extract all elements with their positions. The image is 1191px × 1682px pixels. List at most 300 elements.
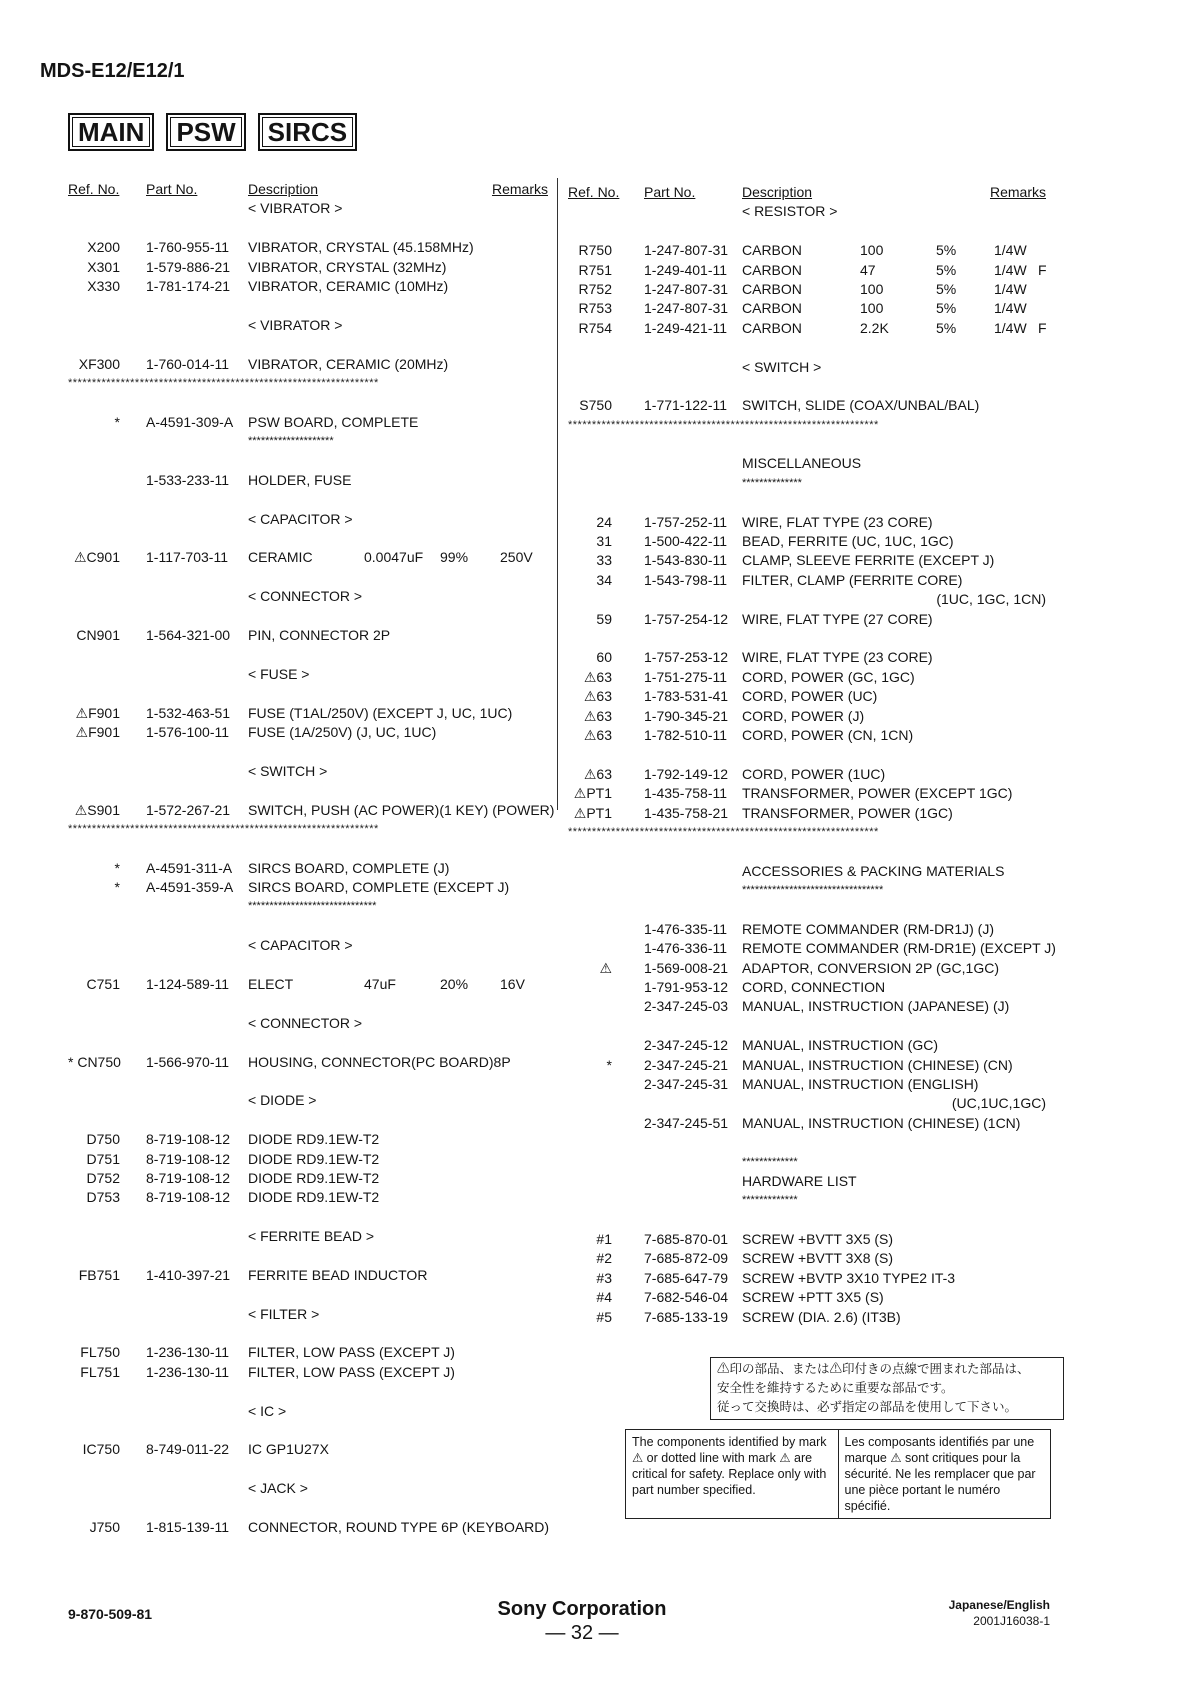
table-row <box>568 1056 1046 1075</box>
ref-no: 60 <box>596 649 612 666</box>
table-row <box>568 493 1046 512</box>
description: < CAPACITOR > <box>248 510 353 527</box>
ref-no: X301 <box>87 258 120 275</box>
description: TRANSFORMER, POWER (EXCEPT 1GC) <box>742 785 1013 802</box>
description: WIRE, FLAT TYPE (27 CORE) <box>742 610 933 627</box>
ref-no: ⚠PT1 <box>573 804 612 821</box>
part-no: 1-247-807-31 <box>644 280 729 297</box>
spec-v3: 1/4W <box>994 242 1027 259</box>
part-no: 1-782-510-11 <box>644 726 728 743</box>
description: SCREW +BVTT 3X8 (S) <box>742 1250 894 1267</box>
spec-v4: F <box>1038 319 1047 336</box>
table-row <box>68 1246 548 1265</box>
description: FILTER, LOW PASS (EXCEPT J) <box>248 1344 455 1361</box>
separator-stars: ***************************************************************** <box>568 418 879 431</box>
table-row <box>68 626 548 645</box>
ref-no: X200 <box>87 239 120 256</box>
table-row <box>568 435 1046 454</box>
description: MANUAL, INSTRUCTION (GC) <box>742 1037 938 1054</box>
description: DIODE RD9.1EW-T2 <box>248 1169 380 1186</box>
ref-no: D752 <box>86 1169 120 1186</box>
table-row <box>68 238 548 257</box>
table-row <box>568 804 1046 823</box>
table-row <box>568 261 1046 280</box>
description: < IC > <box>248 1402 287 1419</box>
description: MANUAL, INSTRUCTION (CHINESE) (CN) <box>742 1056 1013 1073</box>
description: VIBRATOR, CRYSTAL (45.158MHz) <box>248 239 474 256</box>
description: < CAPACITOR > <box>248 937 353 954</box>
table-row <box>68 704 548 723</box>
description: < CONNECTOR > <box>248 588 363 605</box>
table-row <box>68 1479 548 1498</box>
part-no: 1-249-401-11 <box>644 261 728 278</box>
table-row <box>568 202 1046 221</box>
table-row <box>68 878 548 897</box>
ref-no: #2 <box>596 1250 612 1267</box>
spec-v3: 1/4W <box>994 319 1027 336</box>
description: < JACK > <box>248 1480 308 1497</box>
ref-no: FL751 <box>80 1363 120 1380</box>
table-row <box>568 959 1046 978</box>
part-no: 8-719-108-12 <box>146 1131 231 1148</box>
table-row <box>68 645 548 664</box>
spec-v1: 100 <box>860 300 884 317</box>
table-row <box>68 820 548 839</box>
part-no: 1-124-589-11 <box>146 976 230 993</box>
table-row <box>568 454 1046 473</box>
table-row <box>68 490 548 509</box>
table-row <box>68 897 548 916</box>
description: FILTER, CLAMP (FERRITE CORE) <box>742 571 963 588</box>
remarks-header: Remarks <box>491 181 548 197</box>
spec-v1: 100 <box>860 242 884 259</box>
table-row <box>568 1094 1046 1113</box>
table-row <box>568 551 1046 570</box>
table-row <box>68 742 548 761</box>
column-divider <box>557 178 558 810</box>
table-row <box>68 936 548 955</box>
description: TRANSFORMER, POWER (1GC) <box>742 804 953 821</box>
description: MANUAL, INSTRUCTION (ENGLISH) <box>742 1075 979 1092</box>
part-no: 1-435-758-21 <box>644 804 729 821</box>
table-row <box>68 471 548 490</box>
part-no: 1-757-252-11 <box>644 513 728 530</box>
table-row <box>68 355 548 374</box>
safety-note-japanese <box>710 1357 1064 1420</box>
part-no: 1-792-149-12 <box>644 765 729 782</box>
description: SCREW +BVTT 3X5 (S) <box>742 1231 894 1248</box>
ref-no: ⚠ <box>599 959 612 976</box>
table-row <box>68 529 548 548</box>
table-row <box>68 1033 548 1052</box>
description: HOUSING, CONNECTOR(PC BOARD)8P <box>248 1053 511 1070</box>
table-row <box>568 784 1046 803</box>
table-row <box>68 548 548 567</box>
left-parts-list <box>68 180 555 1537</box>
table-row <box>68 199 548 218</box>
table-row <box>568 1114 1046 1133</box>
part-no: 1-249-421-11 <box>644 319 728 336</box>
document-code: 2001J16038-1 <box>973 1614 1050 1628</box>
table-row <box>568 823 1046 842</box>
table-row <box>568 1133 1046 1152</box>
ref-no: ⚠63 <box>583 688 612 705</box>
description: CORD, POWER (UC) <box>742 688 878 705</box>
underline-stars: ************** <box>742 476 802 489</box>
tab-psw: PSW <box>166 113 245 151</box>
table-row <box>568 377 1046 396</box>
table-row <box>568 707 1046 726</box>
part-no: 7-685-133-19 <box>644 1308 729 1325</box>
part-no: 1-476-336-11 <box>644 940 728 957</box>
table-row <box>68 1499 548 1518</box>
table-row <box>68 917 548 936</box>
table-row <box>68 607 548 626</box>
description: CERAMIC <box>248 549 313 566</box>
underline-stars: ************* <box>742 1194 798 1207</box>
description: FERRITE BEAD INDUCTOR <box>248 1266 428 1283</box>
spec-v2: 5% <box>936 261 957 278</box>
table-row <box>568 842 1046 861</box>
ref-no: #1 <box>596 1231 612 1248</box>
description: VIBRATOR, CRYSTAL (32MHz) <box>248 258 447 275</box>
ref-no: * <box>606 1056 612 1073</box>
table-row <box>568 610 1046 629</box>
spec-v2: 5% <box>936 242 957 259</box>
separator-stars: ***************************************************************** <box>68 822 379 835</box>
table-row <box>68 1363 548 1382</box>
description: CORD, POWER (GC, 1GC) <box>742 668 915 685</box>
description: CORD, POWER (J) <box>742 707 865 724</box>
section-tabs <box>68 113 357 151</box>
part-no: 1-760-955-11 <box>146 239 230 256</box>
part-no: 1-790-345-21 <box>644 707 729 724</box>
ref-no: X330 <box>87 277 120 294</box>
table-row <box>568 920 1046 939</box>
ref-no: IC750 <box>82 1441 120 1458</box>
table-row <box>68 801 555 820</box>
separator-stars: ***************************************************************** <box>568 825 879 838</box>
table-row <box>68 296 548 315</box>
part-no: 1-543-830-11 <box>644 552 728 569</box>
description: REMOTE COMMANDER (RM-DR1E) (EXCEPT J) <box>742 940 1056 957</box>
description: < SWITCH > <box>248 762 328 779</box>
part-no: 1-236-130-11 <box>146 1344 230 1361</box>
table-row <box>68 975 548 994</box>
ref-no: D753 <box>86 1189 120 1206</box>
table-row <box>568 319 1046 338</box>
table-row <box>568 222 1046 241</box>
description: CONNECTOR, ROUND TYPE 6P (KEYBOARD) <box>248 1518 550 1535</box>
ref-no: #4 <box>596 1289 612 1306</box>
company-name: Sony Corporation <box>497 1598 667 1620</box>
description: FUSE (1A/250V) (J, UC, 1UC) <box>248 723 437 740</box>
description: FUSE (T1AL/250V) (EXCEPT J, UC, 1UC) <box>248 704 513 721</box>
description: SIRCS BOARD, COMPLETE (EXCEPT J) <box>248 879 510 896</box>
table-row <box>568 1230 1046 1249</box>
table-row <box>568 1249 1046 1268</box>
table-row <box>568 939 1056 958</box>
description: IC GP1U27X <box>248 1441 329 1458</box>
ref-no: ⚠F901 <box>75 723 120 740</box>
table-row <box>568 862 1046 881</box>
table-row <box>68 568 548 587</box>
table-row <box>568 474 1046 493</box>
table-row <box>568 726 1046 745</box>
description: MISCELLANEOUS <box>742 455 862 472</box>
underline-stars: ************* <box>742 1155 798 1168</box>
part-no: 1-781-174-21 <box>146 277 231 294</box>
table-row <box>68 335 548 354</box>
right-column-header <box>568 183 1046 202</box>
description: < VIBRATOR > <box>248 200 343 217</box>
description-header: Description <box>742 184 813 200</box>
ref-no: ⚠PT1 <box>573 785 612 802</box>
part-no-header: Part No. <box>644 184 696 200</box>
table-row <box>68 1091 548 1110</box>
table-row <box>68 1227 548 1246</box>
table-row <box>568 1288 1046 1307</box>
table-row <box>568 1172 1046 1191</box>
table-row <box>68 1324 548 1343</box>
ref-no: ⚠S901 <box>74 801 120 818</box>
table-row <box>68 1072 548 1091</box>
part-no-header: Part No. <box>146 181 198 197</box>
description: HOLDER, FUSE <box>248 471 352 488</box>
part-no: 1-757-253-12 <box>644 649 729 666</box>
spec-v2: 5% <box>936 300 957 317</box>
table-row <box>68 1130 548 1149</box>
table-row <box>68 723 548 742</box>
right-parts-list <box>568 183 1056 1327</box>
spec-v3: 1/4W <box>994 300 1027 317</box>
table-row <box>68 451 548 470</box>
part-no: 1-247-807-31 <box>644 300 729 317</box>
part-no: 7-685-647-79 <box>644 1269 729 1286</box>
table-row <box>568 590 1046 609</box>
description: ADAPTOR, CONVERSION 2P (GC,1GC) <box>742 959 999 976</box>
left-rows <box>68 199 555 1537</box>
spec-v3: 1/4W <box>994 261 1027 278</box>
description: DIODE RD9.1EW-T2 <box>248 1150 380 1167</box>
table-row <box>68 1053 548 1072</box>
ref-no: D751 <box>86 1150 120 1167</box>
description: VIBRATOR, CERAMIC (10MHz) <box>248 277 449 294</box>
table-row <box>68 432 548 451</box>
part-no: 8-719-108-12 <box>146 1150 231 1167</box>
ref-no: FL750 <box>80 1344 120 1361</box>
ref-no: D750 <box>86 1131 120 1148</box>
description: < FERRITE BEAD > <box>248 1228 375 1245</box>
part-no: 7-685-872-09 <box>644 1250 729 1267</box>
part-no: 1-569-008-21 <box>644 959 729 976</box>
description: DIODE RD9.1EW-T2 <box>248 1131 380 1148</box>
table-row <box>568 1211 1046 1230</box>
table-row <box>68 316 548 335</box>
description: CORD, POWER (CN, 1CN) <box>742 726 914 743</box>
spec-v1: 47uF <box>364 976 396 993</box>
table-row <box>68 781 548 800</box>
part-no: 1-757-254-12 <box>644 610 729 627</box>
description: CORD, POWER (1UC) <box>742 765 886 782</box>
part-no: 1-783-531-41 <box>644 688 729 705</box>
ref-no: ⚠F901 <box>75 704 120 721</box>
table-row <box>68 277 548 296</box>
description: CLAMP, SLEEVE FERRITE (EXCEPT J) <box>742 552 995 569</box>
ref-no: R750 <box>578 242 612 259</box>
table-row <box>68 393 548 412</box>
table-row <box>68 1460 548 1479</box>
ref-no: ⚠63 <box>583 668 612 685</box>
table-row <box>68 762 548 781</box>
ref-no: * <box>114 859 120 876</box>
table-row <box>568 745 1046 764</box>
description: WIRE, FLAT TYPE (23 CORE) <box>742 513 933 530</box>
description: SCREW +BVTP 3X10 TYPE2 IT-3 <box>742 1269 956 1286</box>
ref-no: ⚠63 <box>583 707 612 724</box>
part-no: 1-791-953-12 <box>644 979 729 996</box>
table-row <box>568 299 1046 318</box>
safety-note-box <box>625 1429 1051 1519</box>
table-row <box>68 258 548 277</box>
part-no: 2-347-245-21 <box>644 1056 729 1073</box>
ref-no: 33 <box>596 552 612 569</box>
table-row <box>568 997 1046 1016</box>
ref-no: C751 <box>86 976 120 993</box>
description: HARDWARE LIST <box>742 1172 857 1189</box>
table-row <box>568 629 1046 648</box>
part-no: 7-685-870-01 <box>644 1231 729 1248</box>
table-row <box>68 1440 548 1459</box>
table-row <box>68 219 548 238</box>
table-row <box>68 1421 548 1440</box>
table-row <box>68 1266 548 1285</box>
part-no: 1-760-014-11 <box>146 355 230 372</box>
table-row <box>68 1343 548 1362</box>
description: SCREW (DIA. 2.6) (IT3B) <box>742 1308 901 1325</box>
description: FILTER, LOW PASS (EXCEPT J) <box>248 1363 455 1380</box>
description: ACCESSORIES & PACKING MATERIALS <box>742 862 1005 879</box>
part-no: 1-564-321-00 <box>146 626 231 643</box>
ref-no: * <box>114 879 120 896</box>
part-no: 1-579-886-21 <box>146 258 231 275</box>
table-row <box>568 1017 1046 1036</box>
ref-no: 34 <box>596 571 612 588</box>
note-line: ⚠印の部品、または⚠印付きの点線で囲まれた部品は、 <box>717 1362 1030 1376</box>
part-no: 8-749-011-22 <box>146 1441 230 1458</box>
table-row <box>68 1285 548 1304</box>
table-row <box>568 1036 1046 1055</box>
tab-main: MAIN <box>68 113 154 151</box>
table-row <box>68 1208 548 1227</box>
safety-note-english: The components identified by mark ⚠ or dotted line with mark ⚠ are critical for safety. Replace only with part number specified. <box>632 1435 827 1497</box>
table-row <box>568 338 1046 357</box>
table-row <box>68 1014 548 1033</box>
description: CARBON <box>742 319 802 336</box>
table-row <box>68 1382 548 1401</box>
spec-v1: 47 <box>860 261 876 278</box>
table-row <box>568 1191 1046 1210</box>
part-no: 1-247-807-31 <box>644 242 729 259</box>
spec-v2: 20% <box>440 976 469 993</box>
separator-stars: ***************************************************************** <box>68 376 379 389</box>
table-row <box>568 881 1046 900</box>
underline-stars: ********************************* <box>742 884 884 897</box>
spec-v2: 5% <box>936 280 957 297</box>
description: CARBON <box>742 300 802 317</box>
ref-no: 24 <box>596 513 612 530</box>
description: < CONNECTOR > <box>248 1014 363 1031</box>
table-row <box>568 513 1046 532</box>
description: < FUSE > <box>248 665 310 682</box>
page-number: — 32 — <box>545 1622 619 1644</box>
description: MANUAL, INSTRUCTION (CHINESE) (1CN) <box>742 1114 1021 1131</box>
spec-v2: 99% <box>440 549 469 566</box>
ref-no: CN901 <box>76 626 120 643</box>
table-row <box>568 1269 1046 1288</box>
table-row <box>568 416 1046 435</box>
part-no: 1-476-335-11 <box>644 920 728 937</box>
safety-note-french: Les composants identifiés par une marque ⚠ sont critiques pour la sécurité. Ne les remplacer que par une pièce portant le numéro spécifié. <box>838 1430 1051 1518</box>
part-no: 1-543-798-11 <box>644 571 728 588</box>
ref-no: #5 <box>596 1308 612 1325</box>
part-no: 2-347-245-51 <box>644 1114 729 1131</box>
note-line: 従って交換時は、必ず指定の部品を使用して下さい。 <box>717 1400 1018 1414</box>
spec-v3: 1/4W <box>994 280 1027 297</box>
ref-no-header: Ref. No. <box>68 181 120 197</box>
spec-v3: 16V <box>500 976 525 993</box>
part-no: 8-719-108-12 <box>146 1169 231 1186</box>
part-no: 1-576-100-11 <box>146 723 230 740</box>
doc-number: 9-870-509-81 <box>68 1606 153 1622</box>
ref-no: J750 <box>89 1518 120 1535</box>
ref-no: * <box>114 413 120 430</box>
spec-v1: 0.0047uF <box>364 549 424 566</box>
part-no: A-4591-359-A <box>146 879 234 896</box>
remarks-header: Remarks <box>989 184 1046 200</box>
description: CARBON <box>742 280 802 297</box>
description: MANUAL, INSTRUCTION (JAPANESE) (J) <box>742 998 1010 1015</box>
description-continued: (UC,1UC,1GC) <box>951 1095 1046 1112</box>
table-row <box>568 765 1046 784</box>
table-row <box>568 648 1046 667</box>
description: REMOTE COMMANDER (RM-DR1J) (J) <box>742 920 994 937</box>
description: DIODE RD9.1EW-T2 <box>248 1189 380 1206</box>
description: VIBRATOR, CERAMIC (20MHz) <box>248 355 449 372</box>
description: PIN, CONNECTOR 2P <box>248 626 391 643</box>
table-row <box>68 1305 548 1324</box>
part-no: A-4591-311-A <box>146 859 233 876</box>
part-no: 1-532-463-51 <box>146 704 231 721</box>
part-no: 7-682-546-04 <box>644 1289 729 1306</box>
description: SCREW +PTT 3X5 (S) <box>742 1289 884 1306</box>
table-row <box>568 1075 1046 1094</box>
part-no: 1-435-758-11 <box>644 785 728 802</box>
description-continued: (1UC, 1GC, 1CN) <box>936 591 1046 608</box>
table-row <box>568 1308 1046 1327</box>
description: SWITCH, SLIDE (COAX/UNBAL/BAL) <box>742 397 980 414</box>
ref-no: R754 <box>578 319 612 336</box>
part-no: 1-236-130-11 <box>146 1363 230 1380</box>
ref-no: * CN750 <box>68 1053 121 1070</box>
table-row <box>68 510 548 529</box>
table-row <box>68 1150 548 1169</box>
ref-no: R752 <box>578 280 612 297</box>
part-no: 1-500-422-11 <box>644 533 728 550</box>
table-row <box>68 1169 548 1188</box>
table-row <box>568 532 1046 551</box>
table-row <box>68 1518 548 1537</box>
